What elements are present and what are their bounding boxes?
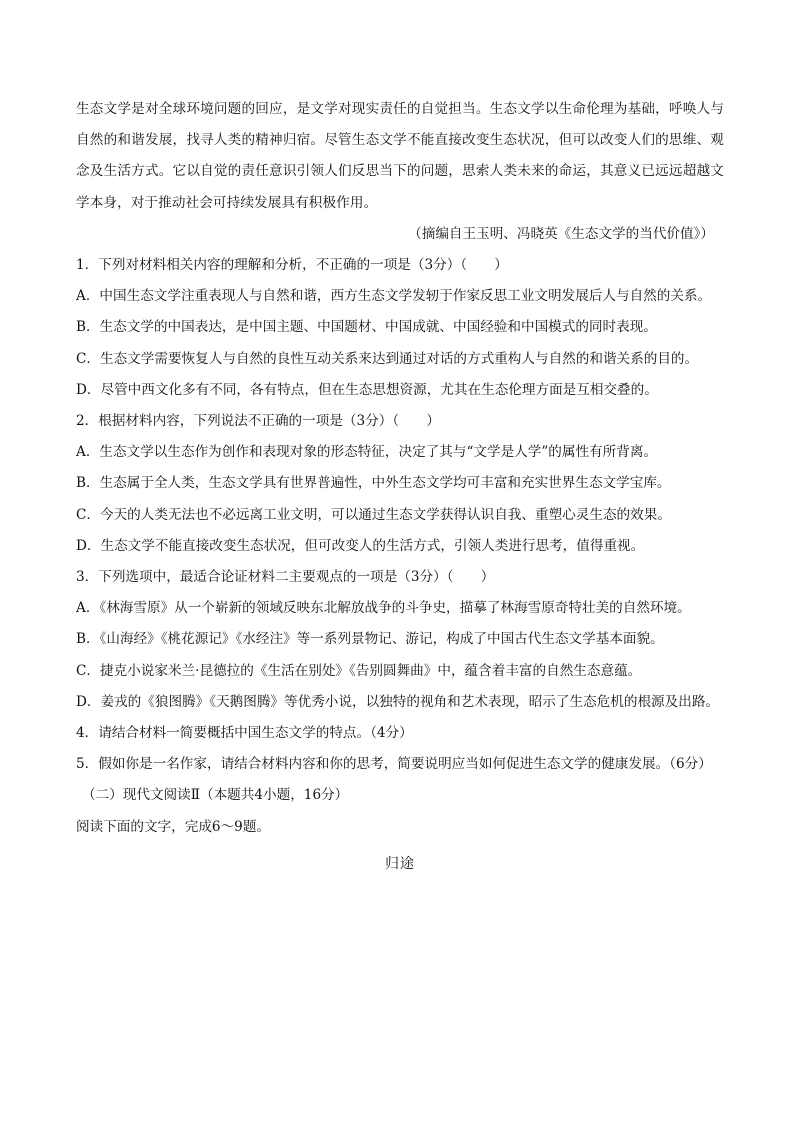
passage-source: （摘编自王玉明、冯晓英《生态文学的当代价值》） xyxy=(408,225,714,242)
question-stem: 3．下列选项中，最适合论证材料二主要观点的一项是（3分）（ ） xyxy=(76,569,495,586)
question-3 xyxy=(76,562,724,718)
option-a: A．中国生态文学注重表现人与自然和谐，西方生态文学发轫于作家反思工业文明发展后人与自然的关系。 xyxy=(76,288,712,305)
page-content xyxy=(76,94,724,881)
option-d: D．生态文学不能直接改变生态状况，但可改变人的生活方式，引领人类进行思考，值得重视。 xyxy=(76,537,645,554)
question-stem: 5．假如你是一名作家，请结合材料内容和你的思考，简要说明应当如何促进生态文学的健康发展。（6分） xyxy=(76,756,712,773)
question-stem: 4．请结合材料一简要概括中国生态文学的特点。（4分） xyxy=(76,725,413,742)
option-c: C．今天的人类无法也不必远离工业文明，可以通过生态文学获得认识自我、重塑心灵生态的效果。 xyxy=(76,506,671,523)
section-instruction: 阅读下面的文字，完成6～9题。 xyxy=(76,818,271,835)
question-stem: 1．下列对材料相关内容的理解和分析，不正确的一项是（3分）（ ） xyxy=(76,257,508,274)
question-5 xyxy=(76,749,724,780)
option-c: C．生态文学需要恢复人与自然的良性互动关系来达到通过对话的方式重构人与自然的和谐关系的目的。 xyxy=(76,350,699,367)
option-b: B．生态属于全人类，生态文学具有世界普遍性，中外生态文学均可丰富和充实世界生态文学宝库。 xyxy=(76,475,671,492)
passage-paragraph: 生态文学是对全球环境问题的回应，是文学对现实责任的自觉担当。生态文学以生命伦理为基础，呼唤人与自然的和谐发展，找寻人类的精神归宿。尽管生态文学不能直接改变生态状况，但可以改变人们的思维、观念及生活方式。它以自觉的责任意识引领人们反思当下的问题，思索人类未来的命运，其意义已远远超越文学本身，对于推动社会可持续发展具有积极作用。 xyxy=(76,101,724,211)
question-2 xyxy=(76,406,724,562)
option-d: D．尽管中西文化多有不同，各有特点，但在生态思想资源，尤其在生态伦理方面是互相交叠的。 xyxy=(76,381,658,398)
passage-title: 归途 xyxy=(385,855,415,872)
question-4 xyxy=(76,718,724,749)
option-a: A．《林海雪原》从一个崭新的领域反映东北解放战争的斗争史，描摹了林海雪原奇特壮美的自然环境。 xyxy=(76,600,691,617)
section-heading: （二）现代文阅读Ⅱ（本题共4小题，16分） xyxy=(82,787,349,804)
option-b: B．生态文学的中国表达，是中国主题、中国题材、中国成就、中国经验和中国模式的同时表现。 xyxy=(76,319,657,336)
option-a: A．生态文学以生态作为创作和表现对象的形态特征，决定了其与“文学是人学”的属性有所背离。 xyxy=(76,444,658,461)
question-stem: 2．根据材料内容，下列说法不正确的一项是（3分）（ ） xyxy=(76,413,440,430)
question-1 xyxy=(76,250,724,406)
option-c: C．捷克小说家米兰·昆德拉的《生活在别处》《告别圆舞曲》中，蕴含着丰富的自然生态意蕴。 xyxy=(76,662,642,679)
option-d: D．姜戎的《狼图腾》《天鹅图腾》等优秀小说，以独特的视角和艺术表现，昭示了生态危机的根源及出路。 xyxy=(76,693,720,710)
option-b: B．《山海经》《桃花源记》《水经注》等一系列景物记、游记，构成了中国古代生态文学基本面貌。 xyxy=(76,631,664,648)
